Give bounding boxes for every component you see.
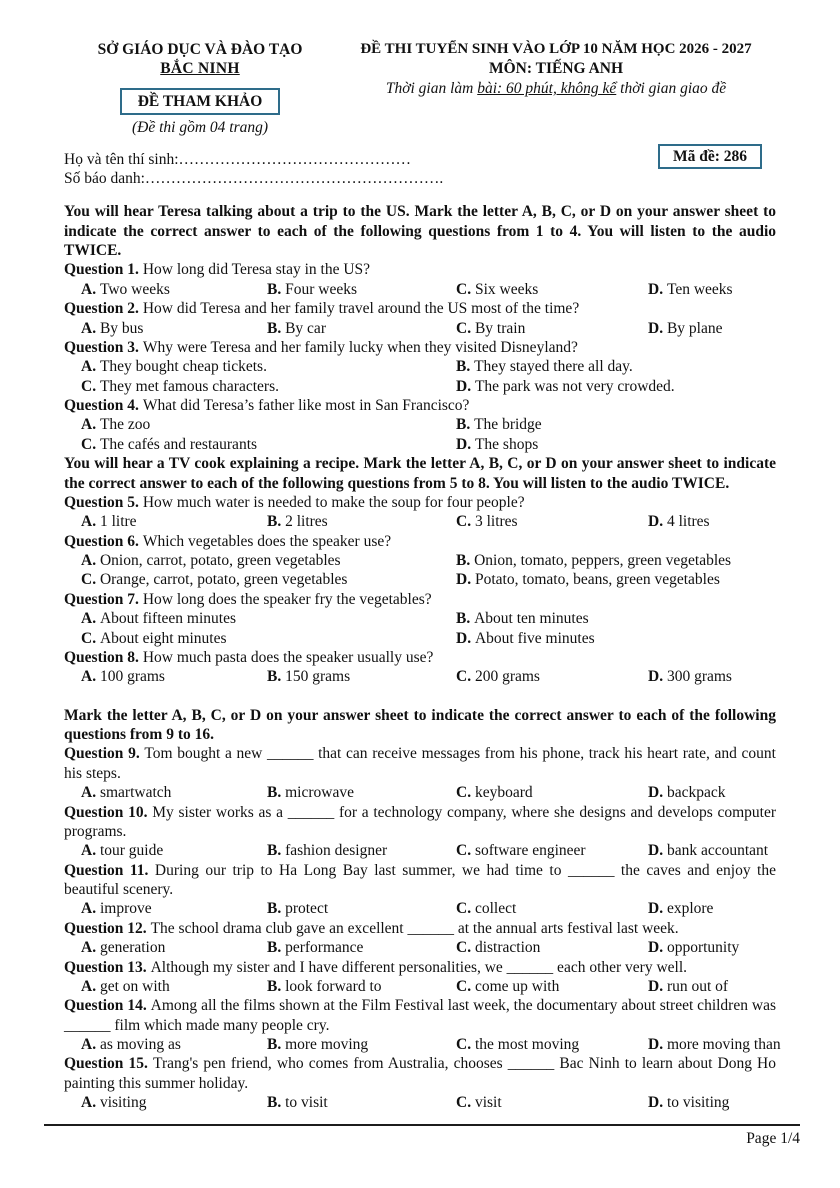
option-B — [456, 609, 776, 628]
option-text: 2 litres — [285, 513, 328, 531]
option-A — [81, 415, 456, 434]
option-letter: A. — [81, 977, 100, 995]
option-text: Onion, tomato, peppers, green vegetables — [474, 552, 732, 569]
option-text: The zoo — [99, 416, 151, 434]
option-text: They stayed there all day. — [474, 358, 633, 376]
option-C — [456, 841, 648, 860]
option-text: come up with — [474, 977, 560, 995]
option-C — [81, 629, 456, 648]
section-instruction: You will hear a TV cook explaining a recipe. Mark the letter A, B, C, or D on your answer sheet to indicate the correct answer to each of the following questions from 5 to 8. You will listen to the audio TWICE. — [64, 455, 776, 492]
options — [64, 551, 776, 590]
option-D — [648, 1035, 781, 1054]
question-number: Question 4. — [64, 397, 143, 414]
option-text: 1 litre — [99, 513, 137, 531]
question-text: Among all the films shown at the Film Festival last week, the documentary about street children was ______ film which made many people cry. — [64, 997, 776, 1034]
question-number: Question 7. — [64, 590, 143, 608]
option-A — [81, 667, 267, 686]
option-letter: C. — [456, 842, 475, 860]
option-text: run out of — [666, 977, 729, 995]
option-text: By plane — [666, 319, 723, 337]
option-C — [81, 570, 456, 589]
option-text: protect — [285, 900, 329, 918]
option-text: Onion, carrot, potato, green vegetables — [99, 552, 341, 569]
question-stem — [64, 996, 776, 1035]
option-C — [81, 377, 456, 396]
duration-pre: Thời gian làm — [385, 80, 478, 98]
option-text: more moving than — [666, 1036, 781, 1053]
option-text: Potato, tomato, beans, green vegetables — [474, 571, 720, 589]
option-letter: D. — [456, 435, 475, 453]
option-letter: B. — [267, 842, 286, 860]
option-text: fashion designer — [285, 842, 388, 860]
question-text: How much water is needed to make the soup for four people? — [142, 493, 525, 511]
option-letter: C. — [81, 435, 100, 453]
question-stem — [64, 803, 776, 842]
option-C — [456, 938, 648, 957]
option-letter: D. — [648, 784, 667, 802]
option-letter: C. — [456, 280, 475, 298]
department-name: SỞ GIÁO DỤC VÀ ĐÀO TẠO — [97, 41, 303, 58]
option-letter: C. — [456, 900, 475, 918]
question-text: How did Teresa and her family travel around the US most of the time? — [142, 300, 580, 318]
options — [64, 319, 776, 338]
option-letter: B. — [267, 900, 286, 918]
question-number: Question 11. — [64, 861, 155, 879]
question-stem — [64, 648, 776, 667]
option-letter: C. — [456, 668, 475, 686]
option-D — [648, 319, 776, 338]
option-text: distraction — [474, 939, 541, 957]
option-letter: A. — [81, 319, 100, 337]
option-text: Orange, carrot, potato, green vegetables — [99, 571, 348, 589]
section-instruction: Mark the letter A, B, C, or D on your answer sheet to indicate the correct answer to each of the following questions from 9 to 16. — [64, 706, 776, 743]
question-stem — [64, 532, 776, 551]
options — [64, 1035, 781, 1054]
option-letter: D. — [456, 377, 475, 395]
page-footer — [44, 1124, 800, 1148]
question-text: Which vegetables does the speaker use? — [142, 532, 392, 550]
question-text: During our trip to Ha Long Bay last summer, we had time to ______ the caves and enjoy the beautiful scenery. — [64, 861, 776, 898]
option-text: visiting — [99, 1094, 147, 1112]
question-text: How long does the speaker fry the vegetables? — [142, 590, 432, 608]
option-text: look forward to — [285, 977, 382, 995]
options — [64, 609, 776, 648]
option-letter: A. — [81, 668, 100, 686]
option-letter: C. — [456, 1036, 475, 1053]
option-C — [456, 512, 648, 531]
pages-note: (Đề thi gồm 04 trang) — [131, 119, 269, 137]
option-letter: C. — [456, 977, 475, 995]
option-text: By bus — [99, 319, 144, 337]
option-D — [648, 512, 776, 531]
option-text: smartwatch — [99, 784, 172, 802]
option-letter: B. — [456, 358, 475, 376]
option-letter: D. — [648, 939, 667, 957]
option-B — [456, 357, 776, 376]
header — [64, 40, 776, 138]
option-C — [456, 977, 648, 996]
option-text: 300 grams — [666, 668, 732, 686]
spacer — [64, 687, 776, 706]
option-text: 3 litres — [474, 513, 518, 531]
question-number: Question 3. — [64, 338, 143, 356]
option-A — [81, 1093, 267, 1112]
option-text: Two weeks — [99, 280, 170, 298]
option-D — [648, 667, 776, 686]
option-text: By car — [285, 319, 326, 337]
option-text: more moving — [285, 1036, 369, 1053]
option-letter: B. — [267, 1094, 286, 1112]
question-6 — [64, 532, 776, 590]
option-C — [456, 667, 648, 686]
option-D — [456, 570, 776, 589]
section-instruction: You will hear Teresa talking about a trip to the US. Mark the letter A, B, C, or D on your answer sheet to indicate the correct answer to each of the following questions from 1 to 4. You will listen to the audio TWICE. — [64, 203, 776, 259]
question-text: Although my sister and I have different personalities, we ______ each other very well. — [150, 958, 688, 976]
exam-code-box: Mã đề: 286 — [658, 144, 762, 169]
question-number: Question 13. — [64, 958, 151, 976]
option-letter: A. — [81, 552, 100, 569]
page-number: Page 1/4 — [746, 1130, 800, 1147]
question-number: Question 14. — [64, 997, 151, 1015]
option-D — [648, 783, 776, 802]
options — [64, 938, 776, 957]
option-letter: D. — [456, 629, 475, 647]
option-D — [456, 377, 776, 396]
question-number: Question 5. — [64, 493, 143, 511]
option-C — [456, 1093, 648, 1112]
option-B — [267, 1093, 456, 1112]
option-text: backpack — [666, 784, 726, 802]
option-letter: B. — [267, 1036, 286, 1053]
question-number: Question 8. — [64, 648, 143, 666]
option-text: Six weeks — [474, 280, 539, 298]
question-stem — [64, 590, 776, 609]
question-stem — [64, 396, 776, 415]
options — [64, 841, 776, 860]
option-C — [456, 899, 648, 918]
option-letter: A. — [81, 1094, 100, 1112]
option-C — [456, 280, 648, 299]
option-text: microwave — [285, 784, 354, 802]
document-body — [64, 202, 781, 1112]
option-text: 150 grams — [285, 668, 351, 686]
option-letter: D. — [648, 280, 667, 298]
question-number: Question 15. — [64, 1055, 154, 1073]
option-text: explore — [666, 900, 714, 918]
option-letter: A. — [81, 939, 100, 957]
option-text: 100 grams — [99, 668, 165, 686]
option-D — [648, 280, 776, 299]
option-letter: D. — [648, 900, 667, 918]
question-15 — [64, 1054, 776, 1112]
options — [64, 783, 776, 802]
option-text: 4 litres — [666, 513, 710, 531]
option-text: About five minutes — [474, 629, 595, 647]
options — [64, 357, 776, 396]
question-13 — [64, 958, 776, 997]
option-A — [81, 899, 267, 918]
option-A — [81, 357, 456, 376]
option-D — [648, 938, 776, 957]
option-D — [456, 629, 776, 648]
options — [64, 415, 776, 454]
question-11 — [64, 861, 776, 919]
question-number: Question 9. — [64, 745, 145, 763]
option-C — [81, 435, 456, 454]
option-text: the most moving — [474, 1036, 580, 1053]
candidate-id-line: Số báo danh:…………………………………………………. — [64, 169, 444, 187]
option-letter: B. — [267, 784, 286, 802]
option-text: bank accountant — [666, 842, 769, 860]
question-12 — [64, 919, 776, 958]
option-text: generation — [99, 939, 166, 957]
option-text: About eight minutes — [99, 629, 227, 647]
option-B — [267, 512, 456, 531]
option-letter: B. — [267, 513, 286, 531]
option-text: By train — [474, 319, 526, 337]
question-number: Question 10. — [64, 803, 153, 821]
duration-post: thời gian giao đề — [616, 80, 727, 98]
options — [64, 1093, 776, 1112]
question-stem — [64, 1054, 776, 1093]
option-C — [456, 319, 648, 338]
option-letter: A. — [81, 900, 100, 918]
question-number: Question 12. — [64, 919, 151, 937]
option-text: The bridge — [474, 416, 542, 434]
option-A — [81, 319, 267, 338]
option-letter: A. — [81, 1036, 100, 1053]
question-9 — [64, 744, 776, 802]
question-stem — [64, 861, 776, 900]
option-A — [81, 609, 456, 628]
option-letter: C. — [456, 1094, 475, 1112]
question-stem — [64, 338, 776, 357]
option-text: keyboard — [474, 784, 533, 802]
option-A — [81, 551, 456, 570]
option-B — [267, 841, 456, 860]
options — [64, 977, 776, 996]
option-text: get on with — [99, 977, 170, 995]
option-letter: B. — [267, 939, 286, 957]
option-letter: B. — [456, 610, 475, 628]
option-A — [81, 977, 267, 996]
option-letter: C. — [456, 939, 475, 957]
option-letter: A. — [81, 842, 100, 860]
question-text: Trang's pen friend, who comes from Australia, chooses ______ Bac Ninh to learn about Dong Ho painting this summer holiday. — [64, 1055, 776, 1092]
options — [64, 667, 776, 686]
option-text: About fifteen minutes — [99, 610, 236, 628]
exam-duration — [336, 79, 776, 98]
question-1 — [64, 260, 776, 299]
option-letter: D. — [648, 1094, 667, 1112]
candidate-name-line: Họ và tên thí sinh:……………………………………… — [64, 150, 412, 168]
question-stem — [64, 919, 776, 938]
question-text: Tom bought a new ______ that can receive messages from his phone, track his heart rate, and count his steps. — [64, 745, 776, 782]
option-letter: B. — [267, 668, 286, 686]
option-B — [267, 1035, 456, 1054]
option-letter: C. — [81, 377, 100, 395]
option-letter: C. — [456, 319, 475, 337]
question-text: What did Teresa’s father like most in San Francisco? — [142, 397, 470, 414]
question-number: Question 6. — [64, 532, 143, 550]
duration-underlined: bài: 60 phút, không kể — [477, 80, 617, 98]
option-text: visit — [474, 1094, 502, 1112]
question-2 — [64, 299, 776, 338]
exam-title: ĐỀ THI TUYỂN SINH VÀO LỚP 10 NĂM HỌC 2026 - 2027 — [360, 41, 752, 57]
option-B — [267, 319, 456, 338]
option-text: performance — [285, 939, 364, 957]
question-text: How long did Teresa stay in the US? — [142, 261, 371, 279]
option-letter: B. — [456, 552, 475, 569]
question-stem — [64, 493, 776, 512]
option-text: tour guide — [99, 842, 164, 860]
option-text: opportunity — [666, 939, 740, 957]
option-D — [648, 977, 776, 996]
option-letter: D. — [648, 319, 667, 337]
option-letter: A. — [81, 280, 100, 298]
option-text: The cafés and restaurants — [99, 435, 258, 453]
question-stem — [64, 260, 776, 279]
question-stem — [64, 299, 776, 318]
option-B — [267, 280, 456, 299]
question-text: Why were Teresa and her family lucky when they visited Disneyland? — [142, 338, 578, 356]
question-text: My sister works as a ______ for a technology company, where she designs and develops computer programs. — [64, 803, 776, 840]
option-letter: D. — [648, 977, 667, 995]
option-letter: B. — [267, 280, 286, 298]
option-letter: C. — [456, 784, 475, 802]
option-D — [456, 435, 776, 454]
header-right-block — [336, 40, 776, 99]
options — [64, 280, 776, 299]
option-C — [456, 783, 648, 802]
exam-type-box: ĐỀ THAM KHẢO — [120, 88, 281, 115]
option-letter: B. — [267, 977, 286, 995]
exam-subject: MÔN: TIẾNG ANH — [488, 59, 624, 77]
header-left-block — [64, 40, 336, 138]
option-text: as moving as — [99, 1036, 181, 1053]
option-letter: D. — [648, 668, 667, 686]
option-B — [267, 938, 456, 957]
question-10 — [64, 803, 776, 861]
question-3 — [64, 338, 776, 396]
option-text: The park was not very crowded. — [474, 377, 675, 395]
question-4 — [64, 396, 776, 454]
option-A — [81, 280, 267, 299]
option-text: to visiting — [666, 1094, 730, 1112]
option-B — [267, 783, 456, 802]
option-letter: D. — [648, 842, 667, 860]
option-B — [267, 899, 456, 918]
question-text: How much pasta does the speaker usually use? — [142, 648, 434, 666]
question-number: Question 1. — [64, 261, 143, 279]
options — [64, 899, 776, 918]
option-text: 200 grams — [474, 668, 540, 686]
option-B — [267, 977, 456, 996]
option-letter: A. — [81, 784, 100, 802]
option-letter: A. — [81, 358, 100, 376]
option-text: to visit — [285, 1094, 328, 1112]
options — [64, 512, 776, 531]
option-letter: D. — [456, 571, 475, 589]
option-text: They bought cheap tickets. — [99, 358, 267, 376]
province-name: BẮC NINH — [160, 60, 240, 78]
option-B — [267, 667, 456, 686]
option-letter: D. — [648, 513, 667, 531]
option-text: collect — [474, 900, 517, 918]
option-A — [81, 512, 267, 531]
question-7 — [64, 590, 776, 648]
option-letter: A. — [81, 513, 100, 531]
option-D — [648, 841, 776, 860]
option-A — [81, 938, 267, 957]
option-C — [456, 1035, 648, 1054]
option-D — [648, 1093, 776, 1112]
question-8 — [64, 648, 776, 687]
question-text: The school drama club gave an excellent ______ at the annual arts festival last week. — [150, 919, 679, 937]
option-text: improve — [99, 900, 152, 918]
option-letter: A. — [81, 416, 100, 434]
option-letter: D. — [648, 1036, 667, 1053]
option-text: The shops — [474, 435, 539, 453]
option-A — [81, 1035, 267, 1054]
question-5 — [64, 493, 776, 532]
option-text: Ten weeks — [666, 280, 733, 298]
option-letter: B. — [267, 319, 286, 337]
option-A — [81, 783, 267, 802]
question-14 — [64, 996, 781, 1054]
option-B — [456, 415, 776, 434]
option-A — [81, 841, 267, 860]
option-B — [456, 551, 776, 570]
option-letter: C. — [81, 629, 100, 647]
option-text: software engineer — [474, 842, 586, 860]
option-letter: C. — [81, 571, 100, 589]
question-stem — [64, 744, 776, 783]
option-text: About ten minutes — [474, 610, 589, 628]
option-D — [648, 899, 776, 918]
option-letter: B. — [456, 416, 475, 434]
option-letter: A. — [81, 610, 100, 628]
option-text: Four weeks — [285, 280, 357, 298]
option-text: They met famous characters. — [99, 377, 279, 395]
question-stem — [64, 958, 776, 977]
option-letter: C. — [456, 513, 475, 531]
question-number: Question 2. — [64, 300, 143, 318]
